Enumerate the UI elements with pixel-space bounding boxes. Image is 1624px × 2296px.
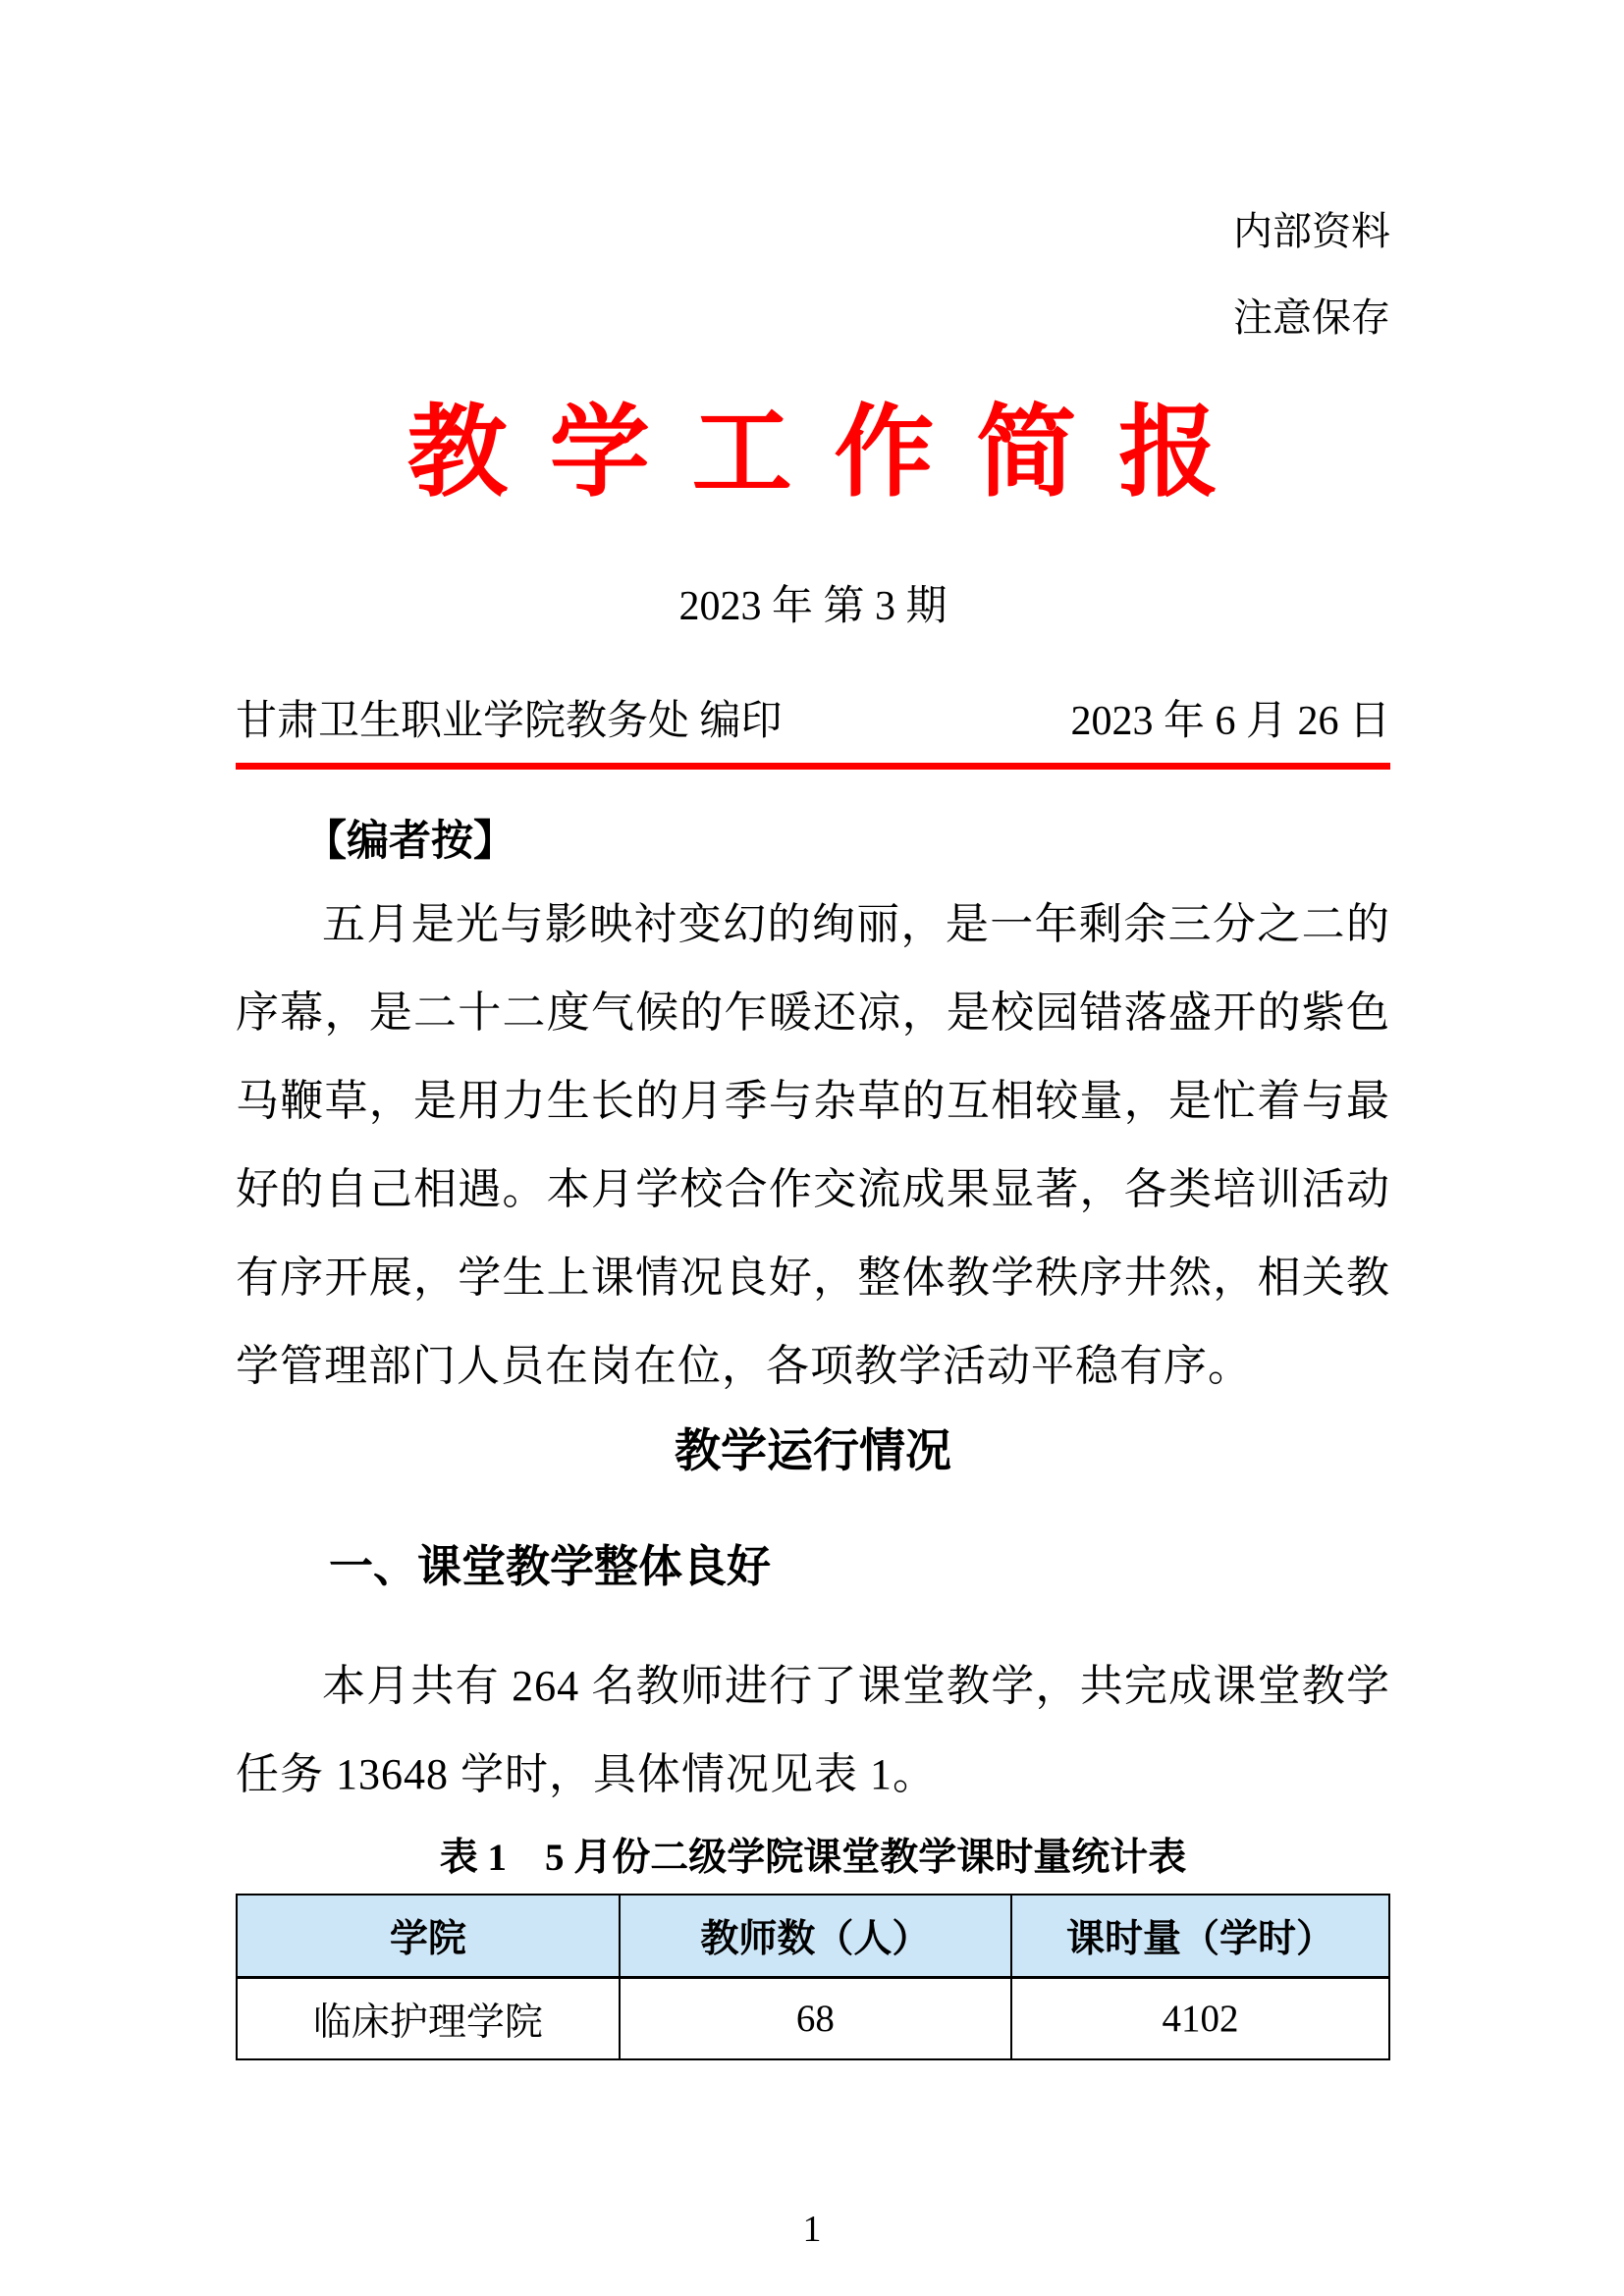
section-paragraph: 本月共有 264 名教师进行了课堂教学，共完成课堂教学任务 13648 学时，具体情况见表 1。 xyxy=(236,1662,1390,1799)
doc-title-text: 教学工作简报 xyxy=(406,399,1261,509)
subsection-heading: 一、课堂教学整体良好 xyxy=(329,1542,772,1592)
table-row xyxy=(237,1977,1389,2059)
confidential-line-1: 内部资料 xyxy=(1233,209,1390,253)
editor-note-label: 【编者按】 xyxy=(304,819,515,866)
table-caption: 表 1 5 月份二级学院课堂教学课时量统计表 xyxy=(439,1837,1187,1880)
table-header-row xyxy=(237,1895,1389,1977)
col-header-class-hours: 课时量（学时） xyxy=(1011,1895,1389,1977)
confidential-line-2: 注意保存 xyxy=(1233,295,1390,340)
cell-class-hours: 4102 xyxy=(1011,1977,1389,2059)
cell-college-name: 临床护理学院 xyxy=(237,1977,620,2059)
col-header-college: 学院 xyxy=(237,1895,620,1977)
col-header-teacher-count: 教师数（人） xyxy=(620,1895,1011,1977)
doc-title xyxy=(236,397,1390,511)
red-divider xyxy=(236,763,1390,770)
hours-table xyxy=(236,1894,1390,2060)
publisher-row xyxy=(236,695,1390,763)
issue-line: 2023 年 第 3 期 xyxy=(678,584,947,630)
editor-note-body: 五月是光与影映衬变幻的绚丽，是一年剩余三分之二的序幕，是二十二度气候的乍暖还凉，是校园错落盛开的紫色马鞭草，是用力生长的月季与杂草的互相较量，是忙着与最好的自己相遇。本月学校合作交流成果显著，各类培训活动有序开展，学生上课情况良好，整体教学秩序井然，相关教学管理部门人员在岗在位，各项教学活动平稳有序。 xyxy=(236,900,1390,1391)
cell-teacher-count: 68 xyxy=(620,1977,1011,2059)
section-heading: 教学运行情况 xyxy=(675,1424,951,1477)
publish-date: 2023 年 6 月 26 日 xyxy=(1070,699,1390,745)
page-number: 1 xyxy=(802,2209,822,2250)
publisher-name: 甘肃卫生职业学院教务处 编印 xyxy=(236,699,783,745)
confidential-note xyxy=(236,0,1390,361)
